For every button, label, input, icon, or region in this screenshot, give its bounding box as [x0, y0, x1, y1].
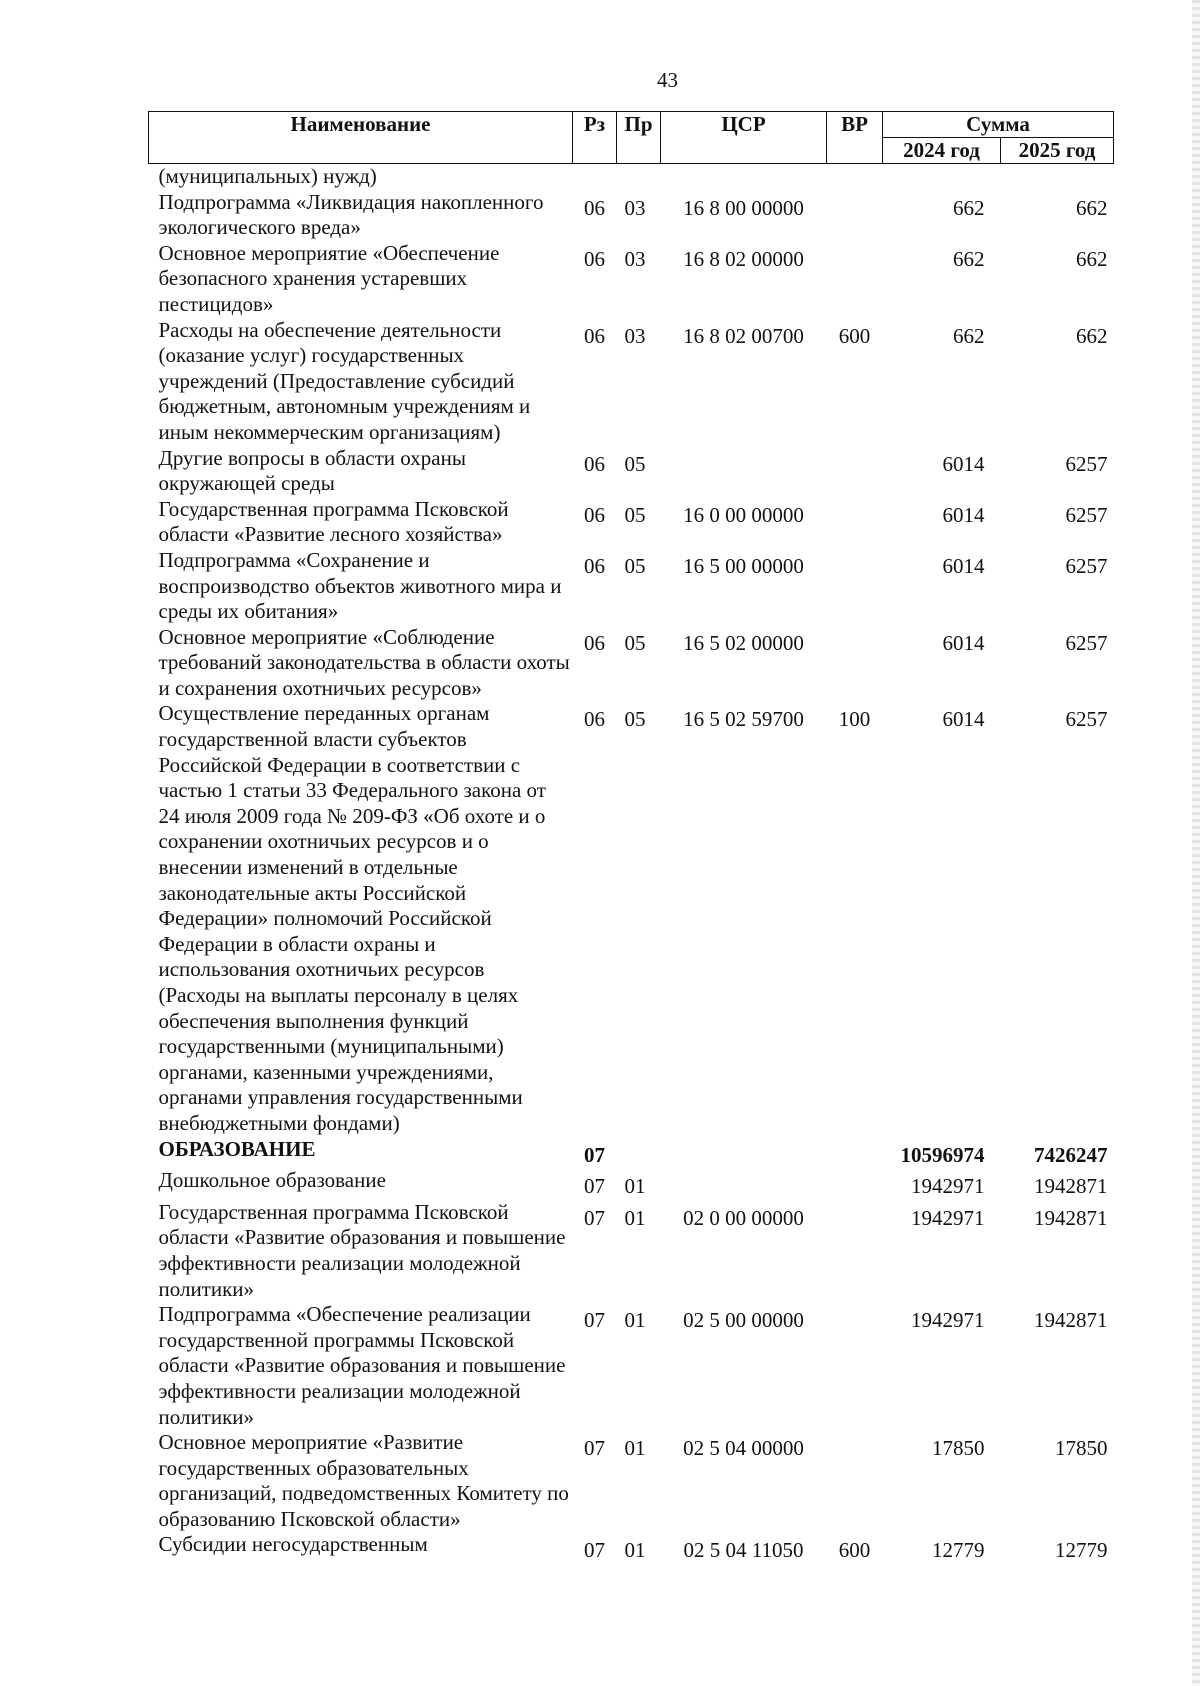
row-name: Основное мероприятие «Развитие государственных образовательных организаций, подведомственных Комитету по образованию Псковской области» — [158, 1430, 569, 1531]
budget-table — [148, 111, 1114, 1564]
row-rz: 06 — [584, 246, 605, 271]
table-row — [149, 1200, 1114, 1302]
row-sum-2024 — [883, 164, 1001, 190]
table-row — [149, 1302, 1114, 1430]
row-pr: 01 — [624, 1308, 646, 1333]
row-vr — [827, 1200, 883, 1302]
row-vr — [827, 1137, 883, 1169]
row-pr: 01 — [624, 1538, 646, 1563]
table-header — [149, 112, 1114, 164]
header-sum: Сумма — [883, 112, 1114, 138]
row-rz: 07 — [584, 1308, 605, 1333]
row-sum-2025: 1942871 — [1034, 1205, 1108, 1230]
row-csr: 16 5 02 00000 — [683, 630, 804, 655]
row-sum-2025: 662 — [1076, 246, 1108, 271]
row-name: Государственная программа Псковской области «Развитие образования и повышение эффективности реализации молодежной политики» — [158, 1199, 566, 1301]
row-csr — [661, 446, 827, 497]
row-rz: 07 — [584, 1142, 605, 1167]
row-rz: 06 — [584, 195, 605, 220]
row-csr: 16 8 02 00000 — [683, 246, 804, 271]
row-pr: 05 — [624, 630, 646, 655]
table-row — [149, 318, 1114, 446]
row-sum-2025: 6257 — [1065, 553, 1108, 578]
row-csr — [661, 164, 827, 190]
table-row — [149, 548, 1114, 625]
scan-edge — [1192, 0, 1200, 1686]
row-sum-2024: 17850 — [932, 1436, 985, 1461]
row-name: Осуществление переданных органам государственной власти субъектов Российской Федерации в соответствии с частью 1 статьи 33 Федерального закона от 24 июля 2009 года № 209-ФЗ «Об охоте и о сохранении охотничьих ресурсов и о внесении изменений в отдельные законодательные акты Российской Федерации» полномочий Российской Федерации в области охраны и использования охотничьих ресурсов (Расходы на выплаты персоналу в целях обеспечения выполнения функций государственными (муниципальными) органами, казенными учреждениями, органами управления государственными внебюджетными фондами) — [158, 701, 546, 1135]
row-rz: 07 — [584, 1174, 605, 1199]
row-csr: 16 5 00 00000 — [683, 553, 804, 578]
row-pr: 05 — [624, 451, 646, 476]
table-row — [149, 164, 1114, 190]
table-row — [149, 625, 1114, 702]
row-name: ОБРАЗОВАНИЕ — [158, 1136, 316, 1161]
table-row — [149, 497, 1114, 548]
row-pr: 05 — [624, 707, 646, 732]
row-sum-2024: 12779 — [932, 1538, 985, 1563]
row-vr — [827, 1302, 883, 1430]
row-rz: 07 — [584, 1205, 605, 1230]
row-vr — [827, 1168, 883, 1200]
row-sum-2025: 1942871 — [1034, 1174, 1108, 1199]
row-rz: 06 — [584, 323, 605, 348]
row-sum-2024: 6014 — [942, 451, 985, 476]
row-csr: 02 0 00 00000 — [683, 1205, 804, 1230]
row-pr: 01 — [624, 1205, 646, 1230]
row-sum-2024: 6014 — [942, 630, 985, 655]
row-name: Подпрограмма «Обеспечение реализации государственной программы Псковской области «Развитие образования и повышение эффективности реализации молодежной политики» — [158, 1302, 566, 1429]
row-vr — [827, 446, 883, 497]
row-sum-2025: 7426247 — [1034, 1142, 1108, 1167]
row-rz: 07 — [584, 1436, 605, 1461]
table-row — [149, 1168, 1114, 1200]
row-vr — [827, 1430, 883, 1532]
row-vr — [827, 241, 883, 318]
page-number: 43 — [657, 68, 678, 92]
row-csr — [661, 1168, 827, 1200]
row-pr — [617, 1137, 661, 1169]
row-name: (муниципальных) нужд) — [158, 164, 377, 188]
row-sum-2024: 1942971 — [911, 1174, 985, 1199]
header-pr: Пр — [617, 112, 661, 164]
row-sum-2024: 6014 — [942, 553, 985, 578]
row-csr: 16 0 00 00000 — [683, 502, 804, 527]
row-name: Другие вопросы в области охраны окружающей среды — [158, 445, 466, 496]
row-rz: 06 — [584, 451, 605, 476]
row-csr: 02 5 00 00000 — [683, 1308, 804, 1333]
row-pr: 03 — [624, 246, 646, 271]
row-sum-2024: 6014 — [942, 502, 985, 527]
row-sum-2025: 1942871 — [1034, 1308, 1108, 1333]
row-vr — [827, 190, 883, 241]
row-sum-2025: 662 — [1076, 323, 1108, 348]
table-row — [149, 446, 1114, 497]
table-row — [149, 241, 1114, 318]
row-name: Субсидии негосударственным — [158, 1532, 428, 1557]
row-csr: 16 8 00 00000 — [683, 195, 804, 220]
row-csr: 02 5 04 11050 — [683, 1538, 804, 1563]
row-pr: 01 — [624, 1174, 646, 1199]
table-row — [149, 1430, 1114, 1532]
row-vr — [827, 548, 883, 625]
row-rz: 06 — [584, 707, 605, 732]
header-rz: Рз — [573, 112, 617, 164]
row-pr: 05 — [624, 502, 646, 527]
row-pr: 01 — [624, 1436, 646, 1461]
row-sum-2024: 10596974 — [900, 1142, 985, 1167]
row-vr — [827, 164, 883, 190]
header-name: Наименование — [149, 112, 573, 164]
row-sum-2025 — [1001, 164, 1114, 190]
row-vr: 100 — [838, 707, 871, 732]
row-sum-2024: 662 — [953, 246, 985, 271]
row-name: Подпрограмма «Сохранение и воспроизводство объектов животного мира и среды их обитания» — [158, 547, 562, 624]
row-name: Основное мероприятие «Соблюдение требований законодательства в области охоты и сохранения охотничьих ресурсов» — [158, 624, 570, 700]
row-sum-2025: 12779 — [1055, 1538, 1108, 1563]
table-row — [149, 701, 1114, 1136]
row-rz: 07 — [584, 1538, 605, 1563]
row-rz — [573, 164, 617, 190]
row-vr: 600 — [838, 1538, 871, 1563]
row-sum-2024: 1942971 — [911, 1205, 985, 1230]
row-rz: 06 — [584, 630, 605, 655]
header-year-2024: 2024 год — [883, 138, 1001, 164]
row-sum-2025: 6257 — [1065, 630, 1108, 655]
header-csr: ЦСР — [661, 112, 827, 164]
header-vr: ВР — [827, 112, 883, 164]
row-csr: 16 5 02 59700 — [683, 707, 804, 732]
row-sum-2024: 662 — [953, 323, 985, 348]
row-pr: 03 — [624, 195, 646, 220]
row-vr — [827, 497, 883, 548]
row-sum-2024: 1942971 — [911, 1308, 985, 1333]
row-csr: 16 8 02 00700 — [683, 323, 804, 348]
row-rz: 06 — [584, 553, 605, 578]
row-name: Расходы на обеспечение деятельности (оказание услуг) государственных учреждений (Предоставление субсидий бюджетным, автономным учреждениям и иным некоммерческим организациям) — [158, 317, 531, 444]
row-pr: 03 — [624, 323, 646, 348]
row-csr — [661, 1137, 827, 1169]
row-name: Подпрограмма «Ликвидация накопленного экологического вреда» — [158, 189, 544, 240]
row-sum-2025: 17850 — [1055, 1436, 1108, 1461]
header-year-2025: 2025 год — [1001, 138, 1114, 164]
row-sum-2025: 6257 — [1065, 707, 1108, 732]
table-row — [149, 1532, 1114, 1564]
row-vr: 600 — [838, 323, 871, 348]
row-vr — [827, 625, 883, 702]
row-name: Дошкольное образование — [158, 1168, 386, 1193]
table-body — [149, 164, 1114, 1565]
table-row — [149, 190, 1114, 241]
table-row — [149, 1137, 1114, 1169]
row-rz: 06 — [584, 502, 605, 527]
row-sum-2025: 6257 — [1065, 451, 1108, 476]
row-csr: 02 5 04 00000 — [683, 1436, 804, 1461]
row-name: Государственная программа Псковской области «Развитие лесного хозяйства» — [158, 496, 509, 547]
row-sum-2025: 662 — [1076, 195, 1108, 220]
row-pr: 05 — [624, 553, 646, 578]
row-sum-2024: 662 — [953, 195, 985, 220]
row-sum-2025: 6257 — [1065, 502, 1108, 527]
row-name: Основное мероприятие «Обеспечение безопасного хранения устаревших пестицидов» — [158, 240, 500, 316]
row-pr — [617, 164, 661, 190]
row-sum-2024: 6014 — [942, 707, 985, 732]
